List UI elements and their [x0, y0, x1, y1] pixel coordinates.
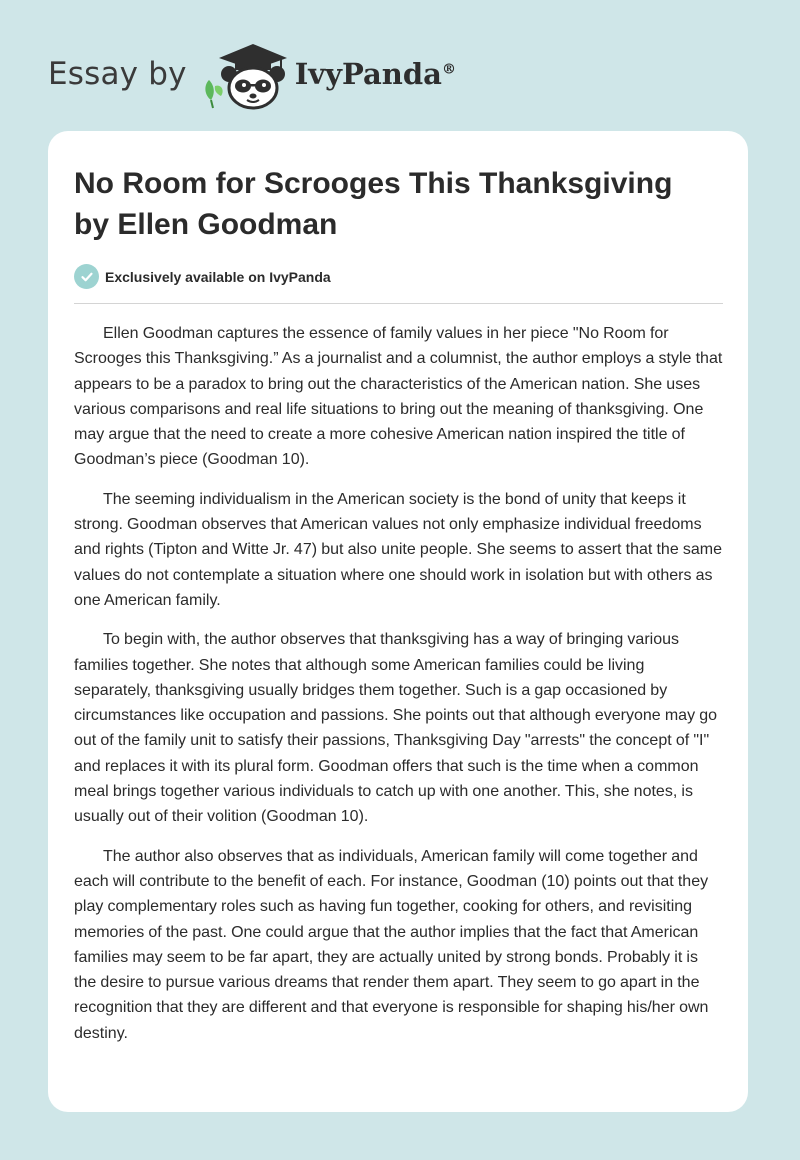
essay-title: No Room for Scrooges This Thanksgiving by Ellen Goodman: [74, 167, 673, 241]
paragraph: The seeming individualism in the American society is the bond of unity that keeps it strong. Goodman observes that American values not only emphasize individual freedoms and rights (Tipton and Witte Jr. 47) but also unite people. She seems to assert that the same values do not contemplate a situation where one should work in isolation but with others as one American family.: [74, 490, 722, 609]
check-circle-icon: [74, 264, 99, 289]
paragraph: The author also observes that as individuals, American family will come together and each will contribute to the benefit of each. For instance, Goodman (10) points out that they play complementary roles such as having fun together, cooking for others, and revisiting memories of the past. One could argue that the author implies that the fact that American families may seem to be far apart, they are actually united by strong bonds. Probably it is the desire to pursue various dreams that render them apart. They seem to go apart in the recognition that they are different and that everyone is responsible for shaping his/her own destiny.: [74, 847, 709, 1042]
divider: [74, 303, 723, 304]
panda-graduate-logo-icon[interactable]: [201, 36, 293, 112]
essay-body: [74, 321, 724, 1060]
paragraph: To begin with, the author observes that thanksgiving has a way of bringing various families together. She notes that although some American families could be living separately, thanksgiving usually bridges them together. Such is a gap occasioned by circumstances like occupation and passions. She points out that although everyone may go out of the family unit to satisfy their passions, Thanksgiving Day "arrests" the concept of "I" and replaces it with its plural form. Goodman offers that such is the time when a common meal brings together various individuals to catch up with one another. This, she notes, is usually out of their volition (Goodman 10).: [74, 631, 718, 826]
exclusive-badge: [74, 264, 331, 289]
registered-mark: ®: [441, 61, 456, 78]
essay-by-label: Essay by: [48, 56, 187, 92]
exclusive-label: Exclusively available on IvyPanda: [105, 268, 331, 285]
brand-name-text: IvyPanda: [294, 57, 442, 91]
brand-name: [295, 57, 456, 91]
paragraph: Ellen Goodman captures the essence of family values in her piece "No Room for Scrooges this Thanksgiving.” As a journalist and a columnist, the author employs a style that appears to be a paradox to bring out the characteristics of the American nation. She uses various comparisons and real life situations to bring out the meaning of thanksgiving. One may argue that the need to create a more cohesive American nation inspired the title of Goodman’s piece (Goodman 10).: [74, 325, 723, 469]
essay-card: [48, 131, 748, 1112]
site-header: [48, 34, 456, 114]
